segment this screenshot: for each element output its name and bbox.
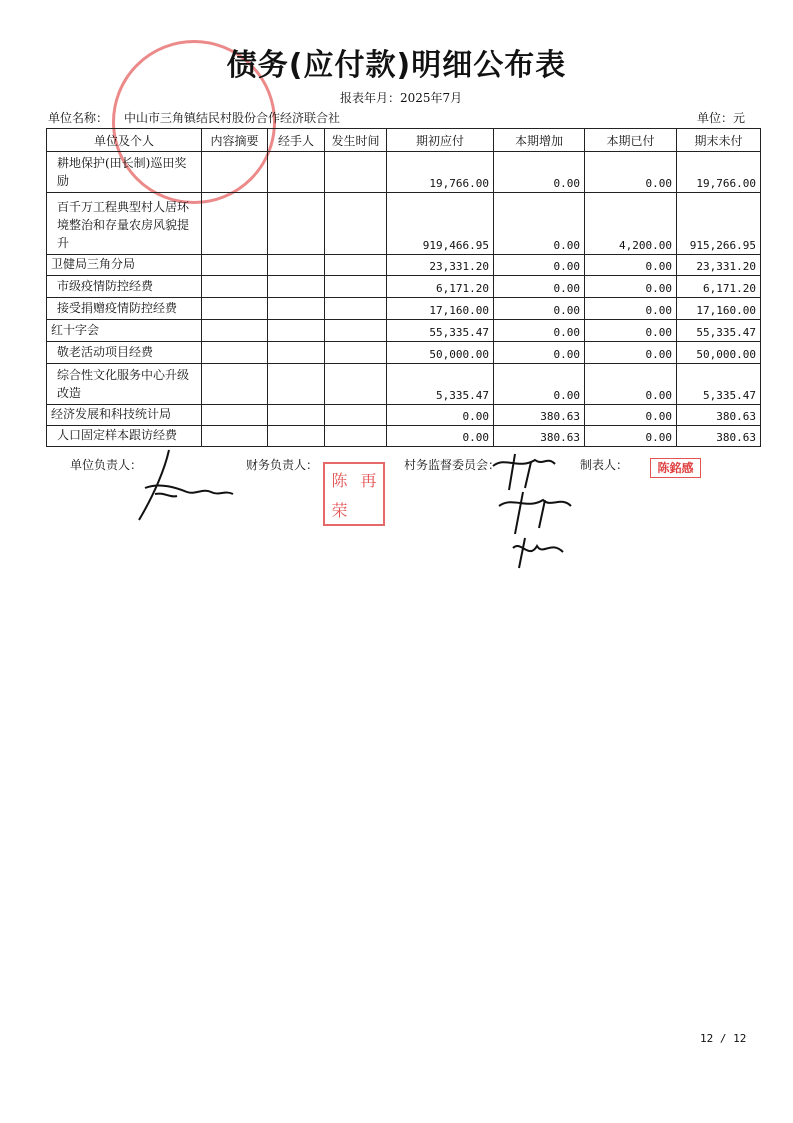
row-opening: 55,335.47	[387, 320, 494, 342]
row-paid: 0.00	[585, 342, 677, 364]
row-increase: 380.63	[494, 405, 585, 426]
row-name: 卫健局三角分局	[47, 255, 202, 276]
col-header: 本期已付	[585, 129, 677, 152]
row-closing: 915,266.95	[677, 193, 761, 255]
row-name: 市级疫情防控经费	[47, 276, 202, 298]
row-summary	[202, 152, 268, 193]
table-row	[47, 320, 761, 342]
table-row	[47, 405, 761, 426]
row-date	[325, 255, 387, 276]
org-name: 中山市三角镇结民村股份合作经济联合社	[124, 111, 341, 125]
row-summary	[202, 298, 268, 320]
table-row	[47, 255, 761, 276]
row-opening: 6,171.20	[387, 276, 494, 298]
unit-label: 单位：元	[697, 111, 746, 125]
row-increase: 0.00	[494, 152, 585, 193]
stamp-char: 再	[360, 470, 377, 490]
row-name: 红十字会	[47, 320, 202, 342]
finance-head-label: 财务负责人：	[246, 458, 319, 472]
row-closing: 17,160.00	[677, 298, 761, 320]
org-label: 单位名称：	[48, 111, 109, 125]
unit-head-signature	[125, 448, 235, 523]
row-increase: 0.00	[494, 255, 585, 276]
unit-head-label: 单位负责人：	[70, 458, 143, 472]
row-name: 经济发展和科技统计局	[47, 405, 202, 426]
row-opening: 23,331.20	[387, 255, 494, 276]
row-handler	[268, 342, 325, 364]
col-header: 本期增加	[494, 129, 585, 152]
row-summary	[202, 193, 268, 255]
table-row	[47, 364, 761, 405]
col-header: 期初应付	[387, 129, 494, 152]
row-opening: 0.00	[387, 426, 494, 447]
row-handler	[268, 152, 325, 193]
row-summary	[202, 255, 268, 276]
row-name: 耕地保护(田长制)巡田奖励	[47, 152, 202, 193]
row-summary	[202, 320, 268, 342]
page-number: 12 / 12	[700, 1032, 747, 1045]
row-opening: 50,000.00	[387, 342, 494, 364]
row-date	[325, 152, 387, 193]
row-date	[325, 405, 387, 426]
row-paid: 0.00	[585, 364, 677, 405]
row-increase: 0.00	[494, 364, 585, 405]
row-increase: 0.00	[494, 276, 585, 298]
stamp-char: 陈	[331, 470, 348, 490]
table-header-row	[47, 129, 761, 152]
row-name: 敬老活动项目经费	[47, 342, 202, 364]
row-opening: 919,466.95	[387, 193, 494, 255]
row-closing: 380.63	[677, 426, 761, 447]
row-increase: 0.00	[494, 298, 585, 320]
row-handler	[268, 276, 325, 298]
stamp-char: 荣	[331, 500, 348, 520]
row-summary	[202, 364, 268, 405]
row-increase: 380.63	[494, 426, 585, 447]
row-handler	[268, 405, 325, 426]
col-header: 发生时间	[325, 129, 387, 152]
table-row	[47, 152, 761, 193]
row-date	[325, 320, 387, 342]
row-handler	[268, 320, 325, 342]
row-paid: 0.00	[585, 152, 677, 193]
row-handler	[268, 426, 325, 447]
row-summary	[202, 405, 268, 426]
col-header: 单位及个人	[47, 129, 202, 152]
row-paid: 0.00	[585, 298, 677, 320]
row-summary	[202, 276, 268, 298]
finance-head-stamp	[323, 462, 385, 526]
table-row	[47, 426, 761, 447]
row-closing: 380.63	[677, 405, 761, 426]
row-handler	[268, 298, 325, 320]
row-opening: 5,335.47	[387, 364, 494, 405]
row-summary	[202, 426, 268, 447]
row-handler	[268, 364, 325, 405]
row-increase: 0.00	[494, 320, 585, 342]
row-handler	[268, 193, 325, 255]
report-period: 报表年月：2025年7月	[340, 91, 463, 105]
row-opening: 0.00	[387, 405, 494, 426]
row-paid: 0.00	[585, 426, 677, 447]
table-row	[47, 193, 761, 255]
row-paid: 0.00	[585, 276, 677, 298]
row-name: 人口固定样本跟访经费	[47, 426, 202, 447]
page-title: 债务(应付款)明细公布表	[226, 48, 567, 83]
row-increase: 0.00	[494, 193, 585, 255]
row-closing: 50,000.00	[677, 342, 761, 364]
row-closing: 5,335.47	[677, 364, 761, 405]
row-date	[325, 193, 387, 255]
row-paid: 0.00	[585, 405, 677, 426]
row-closing: 19,766.00	[677, 152, 761, 193]
col-header: 经手人	[268, 129, 325, 152]
row-handler	[268, 255, 325, 276]
row-closing: 55,335.47	[677, 320, 761, 342]
table-row	[47, 298, 761, 320]
debt-table	[46, 128, 761, 447]
row-closing: 23,331.20	[677, 255, 761, 276]
row-date	[325, 298, 387, 320]
row-date	[325, 276, 387, 298]
row-date	[325, 342, 387, 364]
col-header: 期末未付	[677, 129, 761, 152]
row-closing: 6,171.20	[677, 276, 761, 298]
row-opening: 19,766.00	[387, 152, 494, 193]
row-date	[325, 426, 387, 447]
col-header: 内容摘要	[202, 129, 268, 152]
preparer-stamp: 陈銘感	[650, 458, 701, 478]
preparer-label: 制表人：	[580, 458, 629, 472]
row-paid: 0.00	[585, 255, 677, 276]
row-date	[325, 364, 387, 405]
row-summary	[202, 342, 268, 364]
row-increase: 0.00	[494, 342, 585, 364]
supervision-signatures	[485, 452, 585, 572]
table-row	[47, 342, 761, 364]
row-paid: 4,200.00	[585, 193, 677, 255]
row-name: 百千万工程典型村人居环境整治和存量农房风貌提升	[47, 193, 202, 255]
row-opening: 17,160.00	[387, 298, 494, 320]
supervision-label: 村务监督委员会：	[404, 458, 501, 472]
table-row	[47, 276, 761, 298]
row-paid: 0.00	[585, 320, 677, 342]
row-name: 接受捐赠疫情防控经费	[47, 298, 202, 320]
row-name: 综合性文化服务中心升级改造	[47, 364, 202, 405]
